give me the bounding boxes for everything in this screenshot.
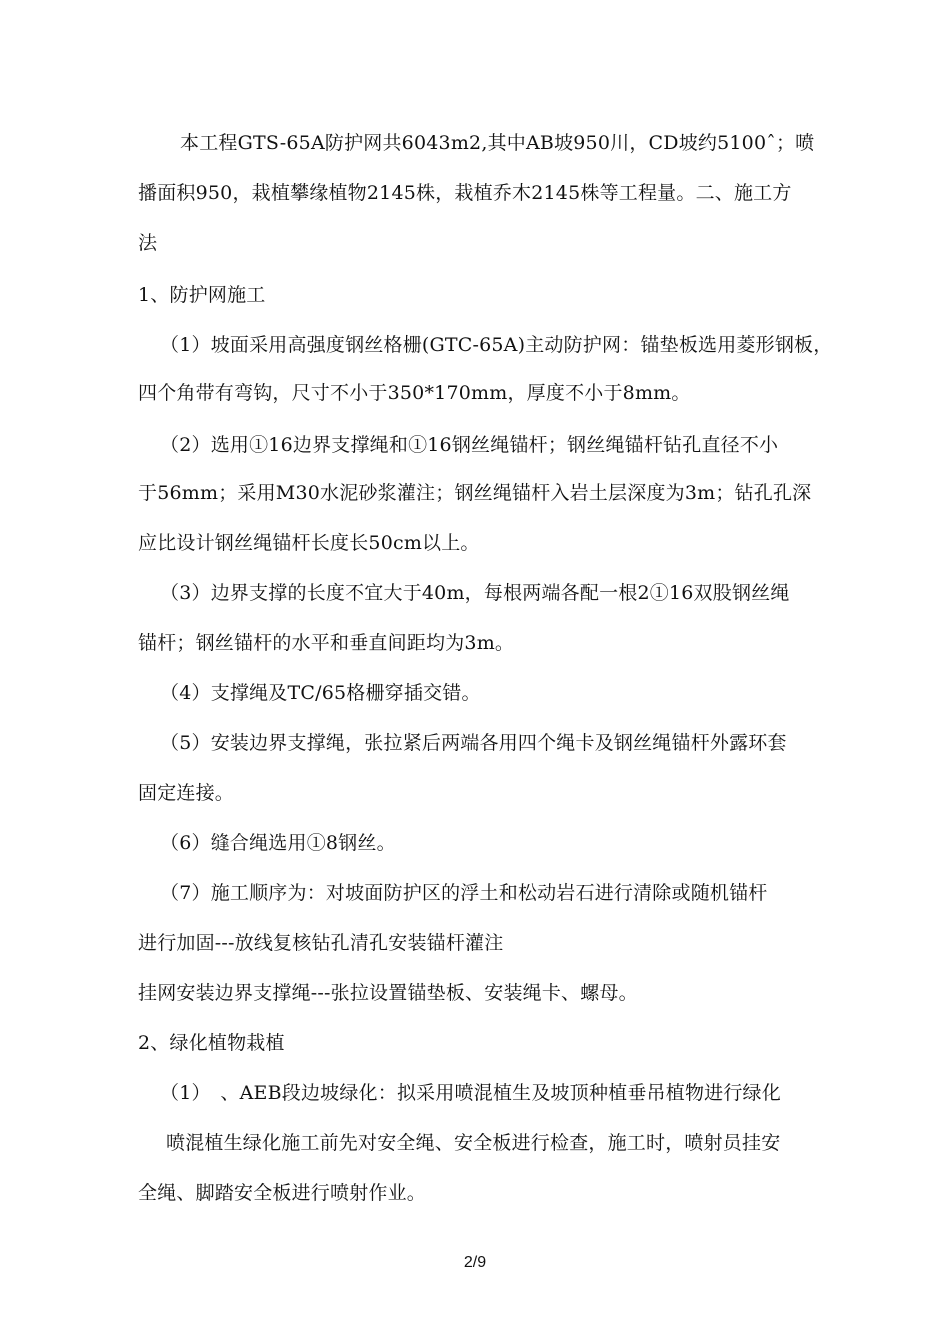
paragraph-line: （1）坡面采用高强度钢丝格栅(GTC-65A)主动防护网：锚垫板选用菱形钢板，: [160, 334, 833, 356]
paragraph-line: 于56mm；采用M30水泥砂浆灌注；钢丝绳锚杆入岩土层深度为3m；钻孔孔深: [138, 482, 812, 504]
section-heading: 2、绿化植物栽植: [138, 1032, 285, 1054]
paragraph-line: （4）支撑绳及TC/65格栅穿插交错。: [160, 682, 481, 704]
paragraph-line: 应比设计钢丝绳锚杆长度长50cm以上。: [138, 532, 480, 554]
paragraph-line: （7）施工顺序为：对坡面防护区的浮土和松动岩石进行清除或随机锚杆: [160, 882, 768, 904]
paragraph-line: （1） 、AEB段边坡绿化：拟采用喷混植生及坡顶种植垂吊植物进行绿化: [160, 1082, 781, 1104]
paragraph-line: （3）边界支撑的长度不宜大于40m，每根两端各配一根2①16双股钢丝绳: [160, 582, 790, 604]
paragraph-line: （5）安装边界支撑绳，张拉紧后两端各用四个绳卡及钢丝绳锚杆外露环套: [160, 732, 787, 754]
paragraph-line: 全绳、脚踏安全板进行喷射作业。: [138, 1182, 427, 1204]
paragraph-line: 本工程GTS-65A防护网共6043m2,其中AB坡950川，CD坡约5100ˆ；喷: [180, 132, 815, 154]
page-number: 2/9: [463, 1254, 487, 1271]
paragraph-line: 固定连接。: [138, 782, 235, 804]
paragraph-line: （6）缝合绳选用①8钢丝。: [160, 832, 396, 854]
paragraph-line: 法: [138, 232, 158, 254]
section-heading: 1、防护网施工: [138, 284, 266, 306]
paragraph-line: 挂网安装边界支撑绳---张拉设置锚垫板、安装绳卡、螺母。: [138, 982, 638, 1004]
paragraph-line: 锚杆；钢丝锚杆的水平和垂直间距均为3m。: [138, 632, 515, 654]
paragraph-line: （2）选用①16边界支撑绳和①16钢丝绳锚杆；钢丝绳锚杆钻孔直径不小: [160, 434, 779, 456]
paragraph-line: 播面积950，栽植攀缘植物2145株，栽植乔木2145株等工程量。二、施工方: [138, 182, 792, 204]
paragraph-line: 喷混植生绿化施工前先对安全绳、安全板进行检查，施工时，喷射员挂安: [166, 1132, 781, 1154]
paragraph-line: 进行加固---放线复核钻孔清孔安装锚杆灌注: [138, 932, 504, 954]
paragraph-line: 四个角带有弯钩，尺寸不小于350*170mm，厚度不小于8mm。: [138, 382, 691, 404]
